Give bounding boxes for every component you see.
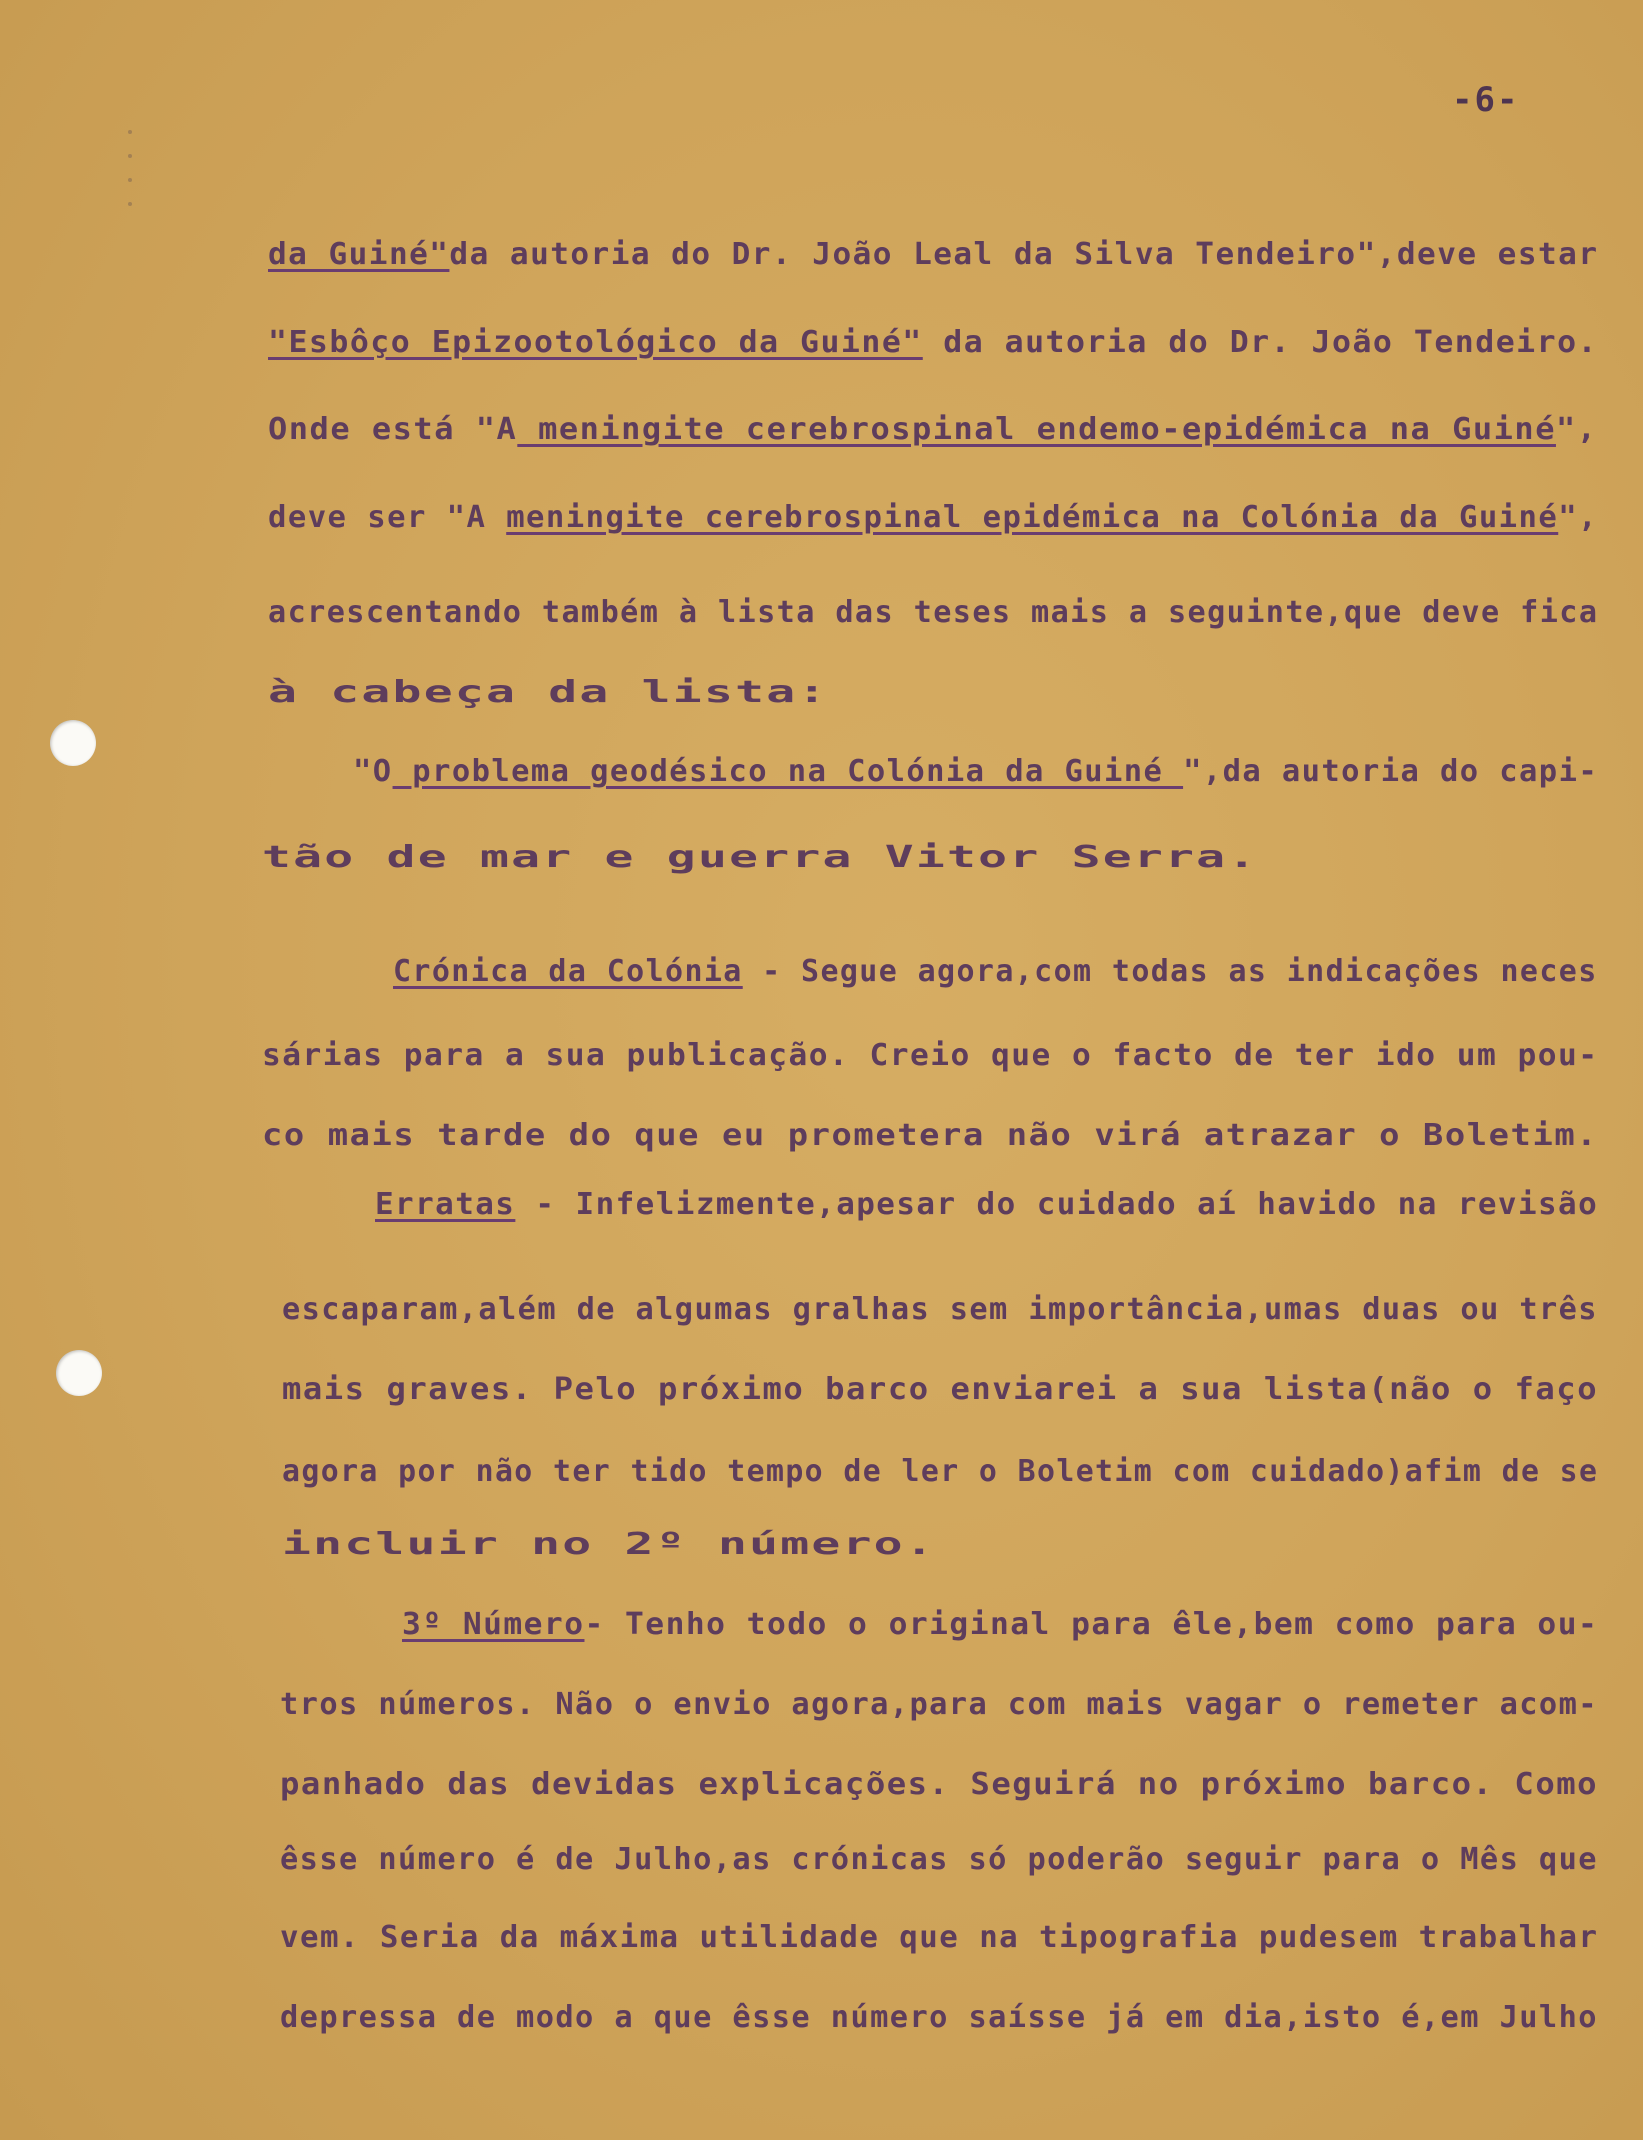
text-segment: escaparam,além de algumas gralhas sem importância,umas duas ou três xyxy=(282,1292,1598,1327)
text-line xyxy=(282,1370,1598,1410)
text-line xyxy=(282,1525,936,1565)
text-segment: - Infelizmente,apesar do cuidado aí havido na revisão xyxy=(515,1187,1599,1222)
text-segment: da autoria do Dr. João Tendeiro. xyxy=(922,325,1599,360)
text-segment: ", xyxy=(1555,412,1598,447)
underlined-text: Crónica da Colónia xyxy=(393,954,743,989)
text-line xyxy=(353,752,1598,792)
text-line xyxy=(402,1605,1598,1645)
text-segment: - Tenho todo o original para êle,bem como para ou- xyxy=(584,1607,1599,1642)
text-line xyxy=(268,235,1598,275)
fold-marks xyxy=(128,130,136,240)
text-segment: depressa de modo a que êsse número saísse já em dia,isto é,em Julho xyxy=(280,2000,1598,2035)
text-line xyxy=(268,498,1598,538)
text-line xyxy=(280,1918,1598,1958)
text-line xyxy=(268,323,1598,363)
underlined-text: da Guiné" xyxy=(268,237,450,272)
text-line xyxy=(280,1765,1598,1805)
text-line xyxy=(280,1685,1598,1725)
text-line xyxy=(262,1036,1598,1076)
underlined-text: meningite cerebrospinal epidémica na Colónia da Guiné xyxy=(506,500,1559,535)
text-line xyxy=(268,593,1598,633)
text-segment: deve ser "A xyxy=(268,500,507,535)
text-segment: agora por não ter tido tempo de ler o Boletim com cuidado)afim de se xyxy=(282,1454,1599,1489)
text-line xyxy=(280,1840,1598,1880)
text-segment: panhado das devidas explicações. Seguirá no próximo barco. Como xyxy=(280,1767,1599,1802)
text-line xyxy=(262,1116,1598,1156)
text-line xyxy=(268,410,1598,450)
text-segment: ", xyxy=(1558,500,1598,535)
text-segment: ",da autoria do capi- xyxy=(1183,754,1599,789)
text-line xyxy=(282,1290,1598,1330)
text-segment: Onde está "A xyxy=(268,412,518,447)
text-segment: incluir no 2º número. xyxy=(282,1527,936,1562)
underlined-text: "Esbôço Epizootológico da Guiné" xyxy=(268,325,923,360)
punch-hole xyxy=(50,720,96,766)
underlined-text: problema geodésico na Colónia da Guiné xyxy=(392,754,1184,789)
text-line xyxy=(375,1185,1598,1225)
text-segment: co mais tarde do que eu prometera não virá atrazar o Boletim. xyxy=(262,1118,1599,1153)
text-line xyxy=(282,1452,1598,1492)
underlined-text: 3º Número xyxy=(402,1607,585,1642)
text-line xyxy=(268,673,829,713)
text-segment: mais graves. Pelo próximo barco enviarei a sua lista(não o faço xyxy=(282,1372,1599,1407)
text-segment: êsse número é de Julho,as crónicas só poderão seguir para o Mês que xyxy=(280,1842,1598,1877)
text-segment: sárias para a sua publicação. Creio que o facto de ter ido um pou- xyxy=(262,1038,1599,1073)
text-segment: "O xyxy=(353,754,393,789)
punch-hole xyxy=(56,1350,102,1396)
underlined-text: meningite cerebrospinal endemo-epidémica na Guiné xyxy=(517,412,1556,447)
text-segment: à cabeça da lista: xyxy=(268,675,829,710)
text-segment: tão de mar e guerra Vitor Serra. xyxy=(262,840,1259,875)
text-segment: acrescentando também à lista das teses mais a seguinte,que deve fica xyxy=(268,595,1599,630)
page-number: -6- xyxy=(1452,80,1520,120)
text-segment: vem. Seria da máxima utilidade que na tipografia pudesem trabalhar xyxy=(280,1920,1599,1955)
text-line xyxy=(393,952,1598,992)
text-segment: - Segue agora,com todas as indicações neces xyxy=(742,954,1598,989)
underlined-text: Erratas xyxy=(375,1187,516,1222)
text-line xyxy=(262,838,1258,878)
text-line xyxy=(280,1998,1598,2038)
text-segment: da autoria do Dr. João Leal da Silva Tendeiro",deve estar xyxy=(449,237,1599,272)
text-segment: tros números. Não o envio agora,para com mais vagar o remeter acom- xyxy=(280,1687,1598,1722)
